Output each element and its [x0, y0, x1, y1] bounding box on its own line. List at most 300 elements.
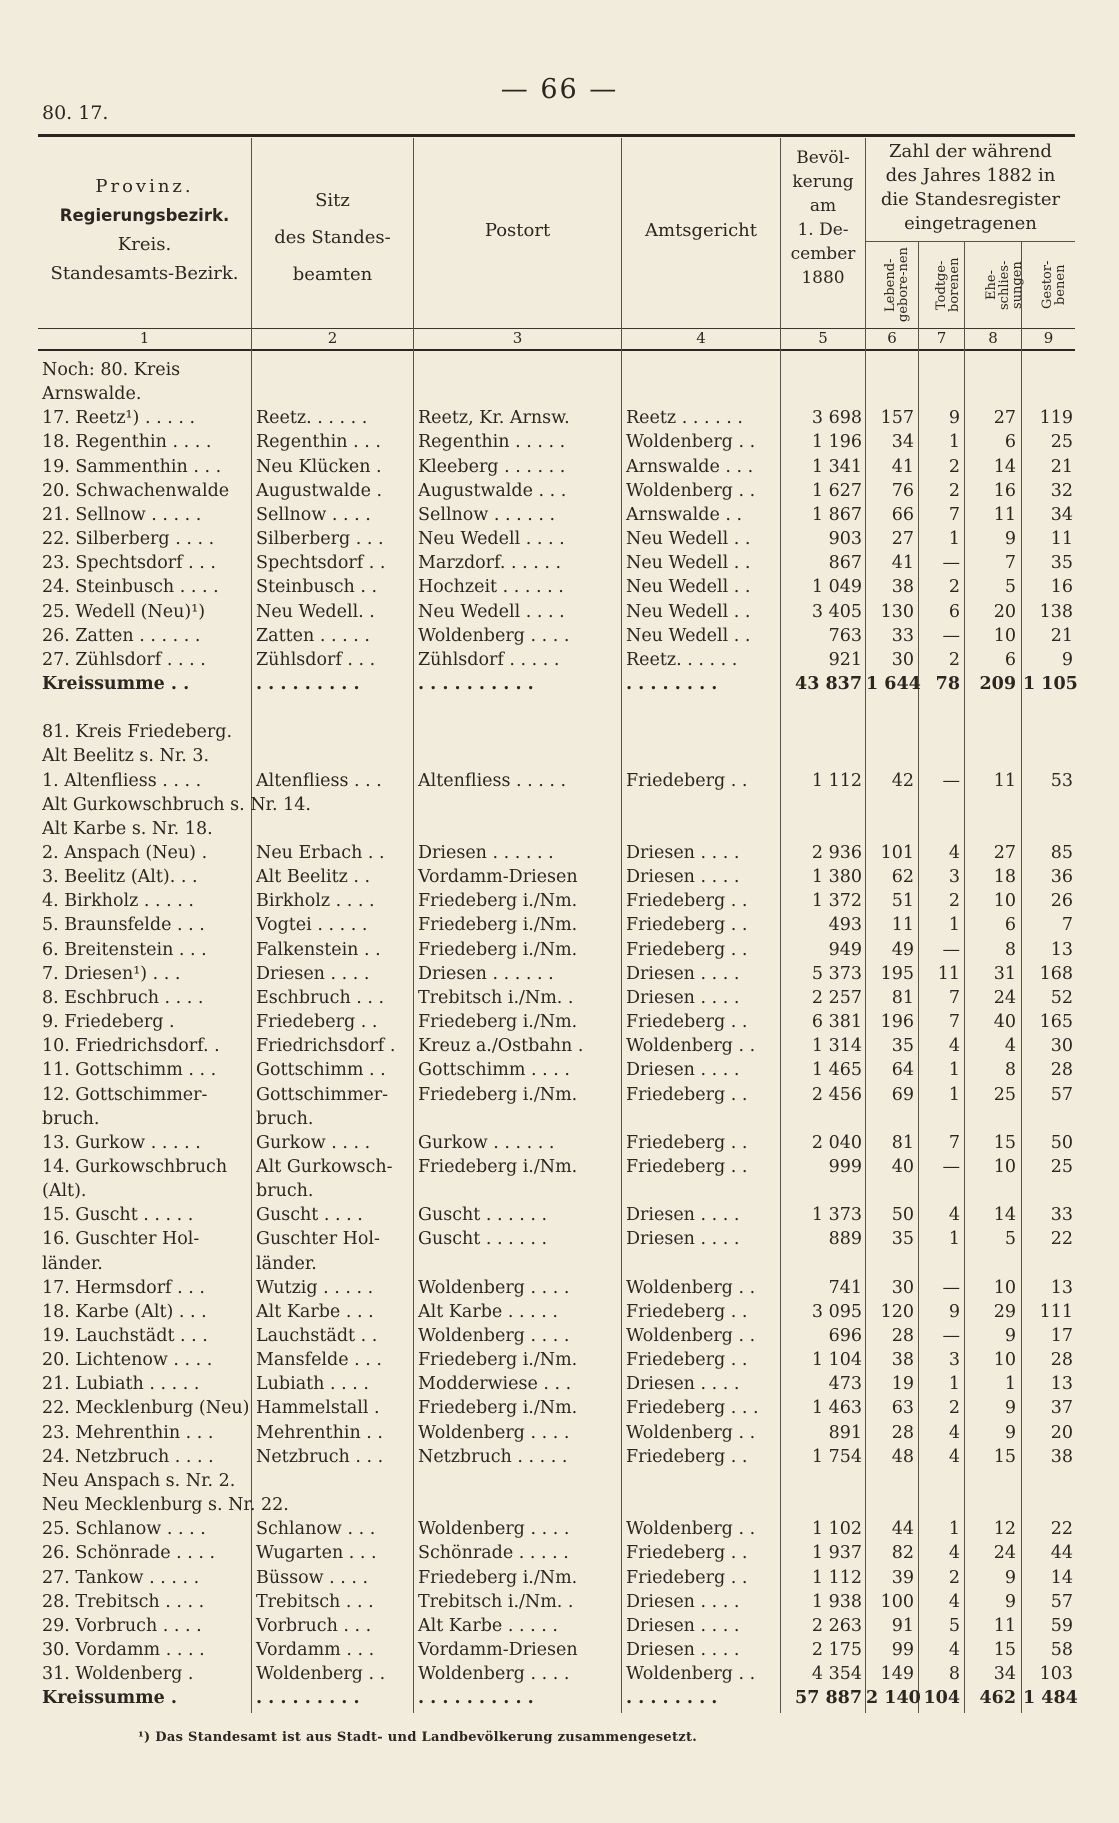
cell-bevoelkerung: 1 465: [811, 1060, 862, 1081]
cell-bevoelkerung: 2 040: [811, 1132, 862, 1153]
cell-bezirk: 18. Karbe (Alt) . . .: [42, 1301, 207, 1322]
cell-lebendgeborene: 28: [891, 1422, 914, 1443]
cell-todtgeborene: 1: [948, 1374, 960, 1395]
cell-sitz: Lubiath . . . .: [256, 1374, 369, 1395]
cell-gestorbene: 17: [1050, 1326, 1073, 1346]
cell-sitz: Wugarten . . .: [256, 1543, 377, 1564]
header-kreis: Kreis.: [117, 234, 172, 255]
cell-sitz: Birkholz . . . .: [256, 891, 375, 912]
cell-bezirk: Kreissumme . .: [42, 673, 190, 694]
cell-amtsgericht: Arnswalde . . .: [626, 456, 754, 477]
cell-todtgeborene: 1: [948, 1519, 960, 1540]
cell-lebendgeborene: 69: [891, 1084, 914, 1105]
cell-postort: Zühlsdorf . . . . .: [418, 649, 560, 670]
colnum-2: 2: [327, 329, 338, 347]
cell-bezirk: länder.: [42, 1253, 103, 1274]
cell-amtsgericht: Driesen . . . .: [626, 963, 740, 984]
table-row: [38, 1614, 1075, 1638]
cell-postort: Driesen . . . . . .: [418, 843, 554, 863]
cell-postort: Woldenberg . . . .: [418, 1664, 570, 1685]
cell-eheschliessungen: 9: [1004, 1567, 1016, 1588]
cell-bezirk: 7. Driesen¹) . . .: [42, 963, 181, 984]
table-row: [38, 1131, 1075, 1155]
colnum-1: 1: [139, 329, 150, 347]
cell-postort: Woldenberg . . . .: [418, 1326, 570, 1346]
cell-gestorbene: 20: [1050, 1422, 1073, 1443]
cell-sitz: Neu Erbach . .: [256, 843, 385, 863]
cell-todtgeborene: 6: [948, 601, 960, 622]
cell-todtgeborene: 11: [937, 963, 960, 984]
cell-sitz: Driesen . . . .: [256, 963, 370, 984]
cell-postort: Trebitsch i./Nm. .: [418, 987, 574, 1008]
table-row: [38, 430, 1075, 454]
cell-postort: Gottschimm . . . .: [418, 1060, 570, 1081]
cell-bevoelkerung: 1 627: [811, 480, 862, 501]
cell-todtgeborene: 9: [948, 408, 960, 429]
table-row: [38, 575, 1075, 599]
header-standesamtsbezirk: Standesamts-Bezirk.: [50, 263, 239, 284]
cell-bezirk: 18. Regenthin . . . .: [42, 432, 212, 453]
cell-postort: Friedeberg i./Nm.: [418, 891, 578, 912]
header-col5-line2: kerung: [792, 172, 854, 192]
cell-amtsgericht: Woldenberg . .: [626, 432, 756, 453]
cell-sitz: Gurkow . . . .: [256, 1132, 371, 1153]
cell-postort: Friedeberg i./Nm.: [418, 915, 578, 936]
cell-todtgeborene: 1: [948, 915, 960, 936]
cell-gestorbene: 1 484: [1023, 1688, 1078, 1709]
cell-lebendgeborene: 1 644: [866, 673, 921, 694]
cell-eheschliessungen: 8: [1004, 939, 1016, 960]
cell-lebendgeborene: 50: [891, 1205, 914, 1226]
table-row: [38, 406, 1075, 430]
cell-sitz: Lauchstädt . .: [256, 1326, 378, 1346]
cell-todtgeborene: —: [942, 625, 960, 646]
cell-todtgeborene: —: [942, 1277, 960, 1298]
cell-lebendgeborene: 157: [880, 408, 914, 429]
cell-amtsgericht: Friedeberg . .: [626, 1567, 748, 1588]
cell-lebendgeborene: 38: [891, 577, 914, 598]
cell-bevoelkerung: 1 372: [811, 891, 862, 912]
table-row: [38, 1493, 1075, 1517]
cell-amtsgericht: Friedeberg . .: [626, 1156, 748, 1177]
cell-eheschliessungen: 209: [979, 673, 1016, 694]
cell-lebendgeborene: 48: [891, 1446, 914, 1467]
cell-lebendgeborene: 149: [880, 1664, 914, 1685]
cell-todtgeborene: 2: [948, 891, 960, 912]
cell-amtsgericht: Driesen . . . .: [626, 867, 740, 888]
cell-bezirk: Arnswalde.: [42, 384, 142, 405]
cell-lebendgeborene: 41: [891, 553, 914, 574]
table-row: [38, 1010, 1075, 1034]
cell-eheschliessungen: 1: [1004, 1374, 1016, 1395]
cell-eheschliessungen: 4: [1004, 1036, 1016, 1057]
header-group-line4: eingetragenen: [904, 213, 1037, 234]
cell-lebendgeborene: 81: [891, 987, 914, 1008]
cell-postort: Woldenberg . . . .: [418, 1422, 570, 1443]
cell-lebendgeborene: 81: [891, 1132, 914, 1153]
colnum-5: 5: [818, 329, 828, 347]
cell-bezirk: 14. Gurkowschbruch: [42, 1156, 228, 1177]
table-row: [38, 1348, 1075, 1372]
header-beamten: beamten: [292, 264, 373, 285]
cell-todtgeborene: 3: [948, 1350, 960, 1371]
cell-bevoelkerung: 921: [828, 649, 862, 670]
total-row: [38, 1686, 1078, 1710]
cell-bevoelkerung: 1 754: [811, 1446, 862, 1467]
cell-gestorbene: 103: [1039, 1664, 1073, 1685]
cell-bezirk: 19. Sammenthin . . .: [42, 456, 222, 477]
cell-todtgeborene: 4: [948, 1639, 960, 1660]
cell-postort: Woldenberg . . . .: [418, 625, 570, 646]
cell-sitz: Altenfliess . . .: [256, 770, 382, 791]
cell-bezirk: 20. Lichtenow . . . .: [42, 1350, 213, 1371]
header-col4: Amtsgericht: [645, 220, 757, 241]
cell-sitz: Schlanow . . .: [256, 1519, 376, 1540]
cell-gestorbene: 57: [1050, 1084, 1073, 1105]
cell-sitz: Reetz. . . . . .: [256, 408, 368, 429]
table-row: [38, 382, 1075, 406]
cell-gestorbene: 168: [1039, 963, 1073, 984]
cell-todtgeborene: 7: [948, 1132, 960, 1153]
cell-postort: Friedeberg i./Nm.: [418, 1084, 578, 1105]
header-col6: Lebend-gebore-nen: [883, 247, 911, 323]
cell-bevoelkerung: 1 867: [811, 504, 862, 525]
cell-todtgeborene: 2: [948, 456, 960, 477]
cell-gestorbene: 85: [1050, 843, 1073, 863]
cell-postort: Friedeberg i./Nm.: [418, 1156, 578, 1177]
cell-amtsgericht: Friedeberg . .: [626, 915, 748, 936]
cell-lebendgeborene: 41: [891, 456, 914, 477]
colnum-6: 6: [887, 329, 897, 347]
cell-eheschliessungen: 31: [993, 963, 1016, 984]
cell-bevoelkerung: 1 102: [811, 1519, 862, 1540]
cell-bevoelkerung: 3 698: [811, 408, 862, 429]
cell-bezirk: 22. Mecklenburg (Neu): [42, 1398, 250, 1419]
footnote: ¹) Das Standesamt ist aus Stadt- und Landbevölkerung zusammengesetzt.: [138, 1730, 698, 1745]
cell-eheschliessungen: 10: [993, 1350, 1016, 1371]
cell-lebendgeborene: 51: [891, 891, 914, 912]
cell-bezirk: 25. Wedell (Neu)¹): [42, 601, 206, 622]
cell-gestorbene: 59: [1050, 1615, 1073, 1636]
header-col5: [781, 146, 865, 290]
cell-eheschliessungen: 11: [993, 770, 1016, 791]
cell-bevoelkerung: 3 405: [811, 601, 862, 622]
cell-gestorbene: 9: [1061, 649, 1073, 670]
cell-postort: Vordamm-Driesen: [418, 867, 578, 888]
cell-sitz: Gottschimmer-: [256, 1084, 389, 1105]
cell-lebendgeborene: 34: [891, 432, 914, 453]
cell-amtsgericht: Arnswalde . .: [626, 504, 743, 525]
cell-bevoelkerung: 1 373: [811, 1205, 862, 1226]
colnum-9: 9: [1043, 329, 1054, 347]
cell-bezirk: 81. Kreis Friedeberg.: [42, 722, 233, 743]
table-row: [38, 1324, 1075, 1348]
table-row: [38, 455, 1075, 479]
cell-eheschliessungen: 10: [993, 625, 1016, 646]
cell-eheschliessungen: 20: [993, 601, 1016, 622]
cell-bezirk: 22. Silberberg . . . .: [42, 529, 215, 550]
cell-postort: Friedeberg i./Nm.: [418, 1012, 578, 1033]
cell-postort: Reetz, Kr. Arnsw.: [418, 408, 570, 429]
group-rule: [865, 241, 1075, 242]
cell-amtsgericht: Reetz . . . . . .: [626, 408, 743, 429]
cell-amtsgericht: Friedeberg . .: [626, 891, 748, 912]
cell-sitz: . . . . . . . . .: [256, 1688, 360, 1709]
cell-todtgeborene: 5: [948, 1615, 960, 1636]
cell-lebendgeborene: 30: [891, 649, 914, 670]
cell-sitz: Vordamm . . .: [256, 1639, 375, 1660]
cell-sitz: Vorbruch . . .: [256, 1615, 372, 1636]
cell-bezirk: Alt Karbe s. Nr. 18.: [42, 818, 213, 839]
cell-bezirk: 24. Netzbruch . . . .: [42, 1446, 214, 1467]
section-reference: 80. 17.: [42, 102, 109, 124]
cell-postort: Friedeberg i./Nm.: [418, 1567, 578, 1588]
table-row: [38, 358, 1075, 382]
cell-bezirk: 28. Trebitsch . . . .: [42, 1591, 205, 1612]
cell-bevoelkerung: 1 104: [811, 1350, 862, 1371]
cell-amtsgericht: Driesen . . . .: [626, 1591, 740, 1612]
cell-todtgeborene: 4: [948, 1205, 960, 1226]
cell-sitz: Gottschimm . .: [256, 1060, 386, 1081]
cell-amtsgericht: Driesen . . . .: [626, 1374, 740, 1395]
table-row: [38, 817, 1075, 841]
table-row: [38, 1107, 1075, 1131]
cell-sitz: Wutzig . . . . .: [256, 1277, 374, 1298]
cell-bezirk: 27. Zühlsdorf . . . .: [42, 649, 206, 670]
cell-postort: Modderwiese . . .: [418, 1374, 572, 1395]
table-row: [38, 793, 1075, 817]
cell-lebendgeborene: 82: [891, 1543, 914, 1564]
table-row: [38, 1566, 1075, 1590]
table-row: [38, 938, 1075, 962]
cell-eheschliessungen: 10: [993, 1156, 1016, 1177]
cell-bevoelkerung: 889: [828, 1229, 862, 1250]
cell-sitz: bruch.: [256, 1181, 314, 1202]
cell-bevoelkerung: 57 887: [795, 1688, 862, 1709]
cell-gestorbene: 28: [1050, 1060, 1073, 1081]
header-group-line2: des Jahres 1882 in: [885, 165, 1056, 186]
cell-postort: . . . . . . . . . .: [418, 1688, 534, 1709]
table-row: [38, 865, 1075, 889]
cell-bevoelkerung: 999: [828, 1156, 862, 1177]
cell-bevoelkerung: 6 381: [811, 1012, 862, 1033]
table-row: [38, 696, 1075, 720]
cell-amtsgericht: Woldenberg . .: [626, 1036, 756, 1057]
cell-sitz: Neu Wedell. .: [256, 601, 375, 622]
cell-sitz: Vogtei . . . . .: [256, 915, 368, 936]
cell-sitz: Büssow . . . .: [256, 1567, 369, 1588]
cell-bezirk: Kreissumme .: [42, 1688, 177, 1709]
cell-bevoelkerung: 1 049: [811, 577, 862, 598]
column-numbers: [38, 328, 1075, 349]
cell-gestorbene: 11: [1050, 529, 1073, 550]
cell-eheschliessungen: 9: [1004, 1422, 1016, 1443]
cell-bezirk: 16. Guschter Hol-: [42, 1229, 200, 1250]
header-regierungsbezirk: Regierungsbezirk.: [59, 206, 230, 225]
cell-eheschliessungen: 27: [993, 408, 1016, 429]
cell-amtsgericht: Woldenberg . .: [626, 1326, 756, 1346]
cell-lebendgeborene: 76: [891, 480, 914, 501]
cell-gestorbene: 13: [1050, 939, 1073, 960]
cell-amtsgericht: Neu Wedell . .: [626, 529, 751, 550]
cell-sitz: bruch.: [256, 1108, 314, 1129]
header-col1: [38, 172, 251, 288]
cell-lebendgeborene: 66: [891, 504, 914, 525]
cell-amtsgericht: Friedeberg . .: [626, 1132, 748, 1153]
cell-amtsgericht: Friedeberg . . .: [626, 1398, 759, 1419]
header-des-standes: des Standes-: [274, 227, 391, 248]
cell-postort: Vordamm-Driesen: [418, 1639, 578, 1660]
cell-postort: Gurkow . . . . . .: [418, 1132, 555, 1153]
cell-todtgeborene: 7: [948, 1012, 960, 1033]
cell-lebendgeborene: 64: [891, 1060, 914, 1081]
cell-amtsgericht: Driesen . . . .: [626, 1060, 740, 1081]
cell-eheschliessungen: 29: [993, 1301, 1016, 1322]
cell-bevoelkerung: 493: [828, 915, 862, 936]
header-col5-line3: am: [809, 196, 837, 216]
cell-eheschliessungen: 25: [993, 1084, 1016, 1105]
colnum-3: 3: [512, 329, 523, 347]
cell-sitz: Sellnow . . . .: [256, 504, 371, 525]
table-row: [38, 1517, 1075, 1541]
cell-gestorbene: 53: [1050, 770, 1073, 791]
cell-gestorbene: 165: [1039, 1012, 1073, 1033]
cell-gestorbene: 38: [1050, 1446, 1073, 1467]
cell-bezirk: 13. Gurkow . . . . .: [42, 1132, 201, 1153]
table-row: [38, 841, 1075, 865]
header-col8: Ehe-schlies-sungen: [984, 260, 1025, 310]
cell-bevoelkerung: 2 456: [811, 1084, 862, 1105]
cell-bevoelkerung: 1 341: [811, 456, 862, 477]
table-row: [38, 551, 1075, 575]
cell-lebendgeborene: 99: [891, 1639, 914, 1660]
cell-bezirk: 21. Lubiath . . . . .: [42, 1374, 200, 1395]
table-row: [38, 1155, 1075, 1179]
cell-todtgeborene: —: [942, 553, 960, 574]
cell-lebendgeborene: 19: [891, 1374, 914, 1395]
cell-lebendgeborene: 27: [891, 529, 914, 550]
cell-postort: Alt Karbe . . . . .: [418, 1301, 558, 1322]
table-row: [38, 600, 1075, 624]
cell-gestorbene: 52: [1050, 987, 1073, 1008]
cell-bezirk: 2. Anspach (Neu) .: [42, 843, 208, 863]
cell-bezirk: 10. Friedrichsdorf. .: [42, 1036, 220, 1057]
cell-postort: Friedeberg i./Nm.: [418, 939, 578, 960]
table-row: [38, 1396, 1075, 1420]
cell-lebendgeborene: 35: [891, 1229, 914, 1250]
cell-lebendgeborene: 2 140: [866, 1688, 921, 1709]
cell-eheschliessungen: 5: [1004, 577, 1016, 598]
cell-bevoelkerung: 2 257: [811, 987, 862, 1008]
table-row: [38, 1227, 1075, 1251]
cell-postort: Friedeberg i./Nm.: [418, 1398, 578, 1419]
cell-amtsgericht: Friedeberg . .: [626, 1012, 748, 1033]
cell-postort: Marzdorf. . . . . .: [418, 553, 562, 574]
cell-bevoelkerung: 1 112: [811, 770, 862, 791]
cell-eheschliessungen: 15: [993, 1639, 1016, 1660]
cell-eheschliessungen: 11: [993, 1615, 1016, 1636]
cell-bevoelkerung: 2 175: [811, 1639, 862, 1660]
cell-gestorbene: 32: [1050, 480, 1073, 501]
cell-gestorbene: 21: [1050, 625, 1073, 646]
cell-sitz: Guscht . . . .: [256, 1205, 363, 1226]
cell-eheschliessungen: 9: [1004, 1326, 1016, 1346]
cell-sitz: Mansfelde . . .: [256, 1350, 382, 1371]
cell-sitz: Hammelstall .: [256, 1398, 380, 1419]
cell-bevoelkerung: 741: [828, 1277, 862, 1298]
cell-sitz: Netzbruch . . .: [256, 1446, 384, 1467]
colnum-8: 8: [988, 329, 998, 347]
cell-todtgeborene: 4: [948, 1036, 960, 1057]
cell-amtsgericht: Reetz. . . . . .: [626, 649, 738, 670]
cell-bevoelkerung: 5 373: [811, 963, 862, 984]
cell-lebendgeborene: 38: [891, 1350, 914, 1371]
cell-amtsgericht: Woldenberg . .: [626, 480, 756, 501]
cell-bezirk: 23. Mehrenthin . . .: [42, 1422, 214, 1443]
cell-todtgeborene: 3: [948, 867, 960, 888]
cell-bezirk: 9. Friedeberg .: [42, 1012, 175, 1033]
cell-sitz: Friedeberg . .: [256, 1012, 378, 1033]
cell-lebendgeborene: 100: [880, 1591, 914, 1612]
cell-todtgeborene: 4: [948, 1591, 960, 1612]
cell-todtgeborene: 78: [935, 673, 960, 694]
cell-eheschliessungen: 34: [993, 1664, 1016, 1685]
cell-sitz: Zühlsdorf . . .: [256, 649, 376, 670]
cell-gestorbene: 14: [1050, 1567, 1073, 1588]
cell-eheschliessungen: 10: [993, 1277, 1016, 1298]
cell-todtgeborene: 4: [948, 843, 960, 863]
cell-todtgeborene: 2: [948, 577, 960, 598]
cell-bevoelkerung: 2 263: [811, 1615, 862, 1636]
cell-sitz: Guschter Hol-: [256, 1229, 380, 1250]
table-row: [38, 1083, 1075, 1107]
cell-eheschliessungen: 15: [993, 1132, 1016, 1153]
cell-amtsgericht: Woldenberg . .: [626, 1422, 756, 1443]
cell-bevoelkerung: 3 095: [811, 1301, 862, 1322]
cell-postort: Driesen . . . . . .: [418, 963, 554, 984]
cell-gestorbene: 37: [1050, 1398, 1073, 1419]
page-number: — 66 —: [500, 74, 619, 105]
cell-postort: Regenthin . . . . .: [418, 432, 566, 453]
table-row: [38, 962, 1075, 986]
header-group-line1: Zahl der während: [889, 141, 1052, 162]
cell-amtsgericht: . . . . . . . .: [626, 673, 718, 694]
table-row: [38, 1662, 1075, 1686]
cell-gestorbene: 28: [1050, 1350, 1073, 1371]
cell-postort: Alt Karbe . . . . .: [418, 1615, 558, 1636]
cell-todtgeborene: —: [942, 1326, 960, 1346]
header-col7: Todtge-borenen: [934, 257, 962, 313]
cell-bezirk: Alt Beelitz s. Nr. 3.: [42, 746, 210, 767]
header-col5-line5: cember: [790, 244, 856, 264]
table-row: [38, 503, 1075, 527]
cell-bezirk: 3. Beelitz (Alt). . .: [42, 867, 198, 888]
cell-bezirk: (Alt).: [42, 1181, 87, 1202]
cell-postort: Altenfliess . . . . .: [418, 770, 567, 791]
cell-eheschliessungen: 6: [1004, 432, 1016, 453]
cell-lebendgeborene: 39: [891, 1567, 914, 1588]
cell-eheschliessungen: 10: [993, 891, 1016, 912]
cell-todtgeborene: —: [942, 770, 960, 791]
cell-eheschliessungen: 15: [993, 1446, 1016, 1467]
cell-gestorbene: 138: [1039, 601, 1073, 622]
colnum-7: 7: [936, 329, 947, 347]
cell-amtsgericht: Driesen . . . .: [626, 1615, 740, 1636]
cell-lebendgeborene: 63: [891, 1398, 914, 1419]
cell-bezirk: 11. Gottschimm . . .: [42, 1060, 217, 1081]
cell-postort: Kreuz a./Ostbahn .: [418, 1036, 584, 1057]
cell-bezirk: 8. Eschbruch . . . .: [42, 987, 204, 1008]
